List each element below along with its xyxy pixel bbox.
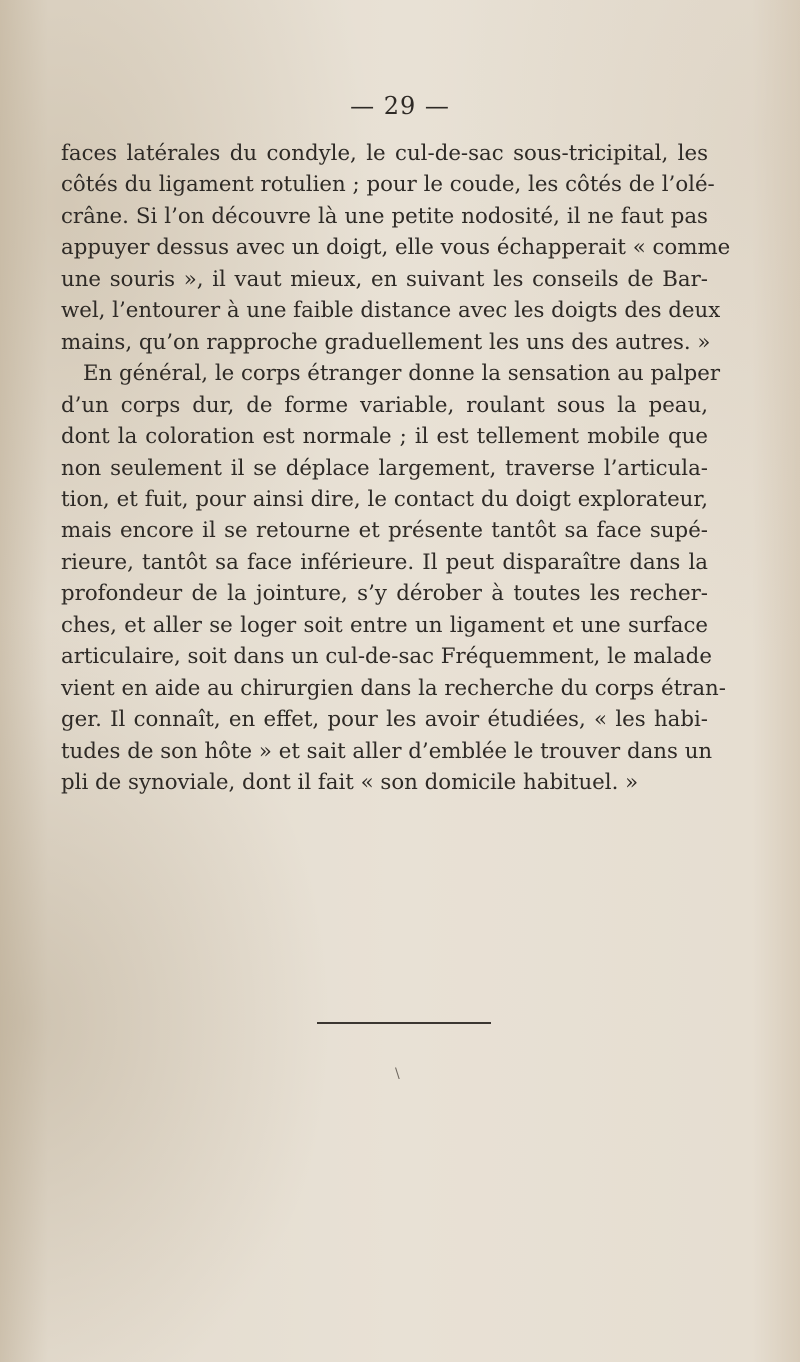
text-line: dont la coloration est normale ; il est tellement mobile que	[61, 424, 708, 450]
text-line: une souris », il vaut mieux, en suivant les conseils de Bar-	[61, 266, 708, 292]
text-line: rieure, tantôt sa face inférieure. Il peut disparaître dans la	[61, 549, 708, 575]
text-line: tudes de son hôte » et sait aller d’emblée le trouver dans un	[61, 738, 713, 764]
text-line: vient en aide au chirurgien dans la recherche du corps étran-	[61, 675, 726, 701]
text-line: côtés du ligament rotulien ; pour le coude, les côtés de l’olé-	[61, 172, 715, 198]
text-line: appuyer dessus avec un doigt, elle vous échapperait « comme	[61, 235, 731, 261]
text-line: crâne. Si l’on découvre là une petite nodosité, il ne faut pas	[61, 203, 708, 229]
text-line: faces latérales du condyle, le cul-de-sac sous-tricipital, les	[61, 141, 708, 166]
section-divider	[317, 1022, 491, 1024]
text-line: mais encore il se retourne et présente tantôt sa face supé-	[61, 518, 708, 544]
text-line: tion, et fuit, pour ainsi dire, le contact du doigt explorateur,	[61, 486, 708, 512]
stray-mark: \	[395, 1066, 400, 1082]
text-line: mains, qu’on rapproche graduellement les uns des autres. »	[61, 329, 711, 355]
text-line: En général, le corps étranger donne la sensation au palper	[83, 361, 721, 387]
text-line: articulaire, soit dans un cul-de-sac Fréquemment, le malade	[61, 644, 712, 670]
text-line: d’un corps dur, de forme variable, roulant sous la peau,	[61, 392, 708, 418]
text-line: pli de synoviale, dont il fait « son domicile habituel. »	[61, 770, 639, 796]
text-line: non seulement il se déplace largement, traverse l’articula-	[61, 455, 708, 481]
text-line: ger. Il connaît, en effet, pour les avoir étudiées, « les habi-	[61, 707, 708, 733]
text-line: wel, l’entourer à une faible distance avec les doigts des deux	[61, 298, 721, 324]
body-text	[61, 138, 731, 799]
page-number: — 29 —	[350, 92, 450, 120]
text-line: profondeur de la jointure, s’y dérober à toutes les recher-	[61, 581, 708, 607]
text-line: ches, et aller se loger soit entre un ligament et une surface	[61, 612, 708, 638]
